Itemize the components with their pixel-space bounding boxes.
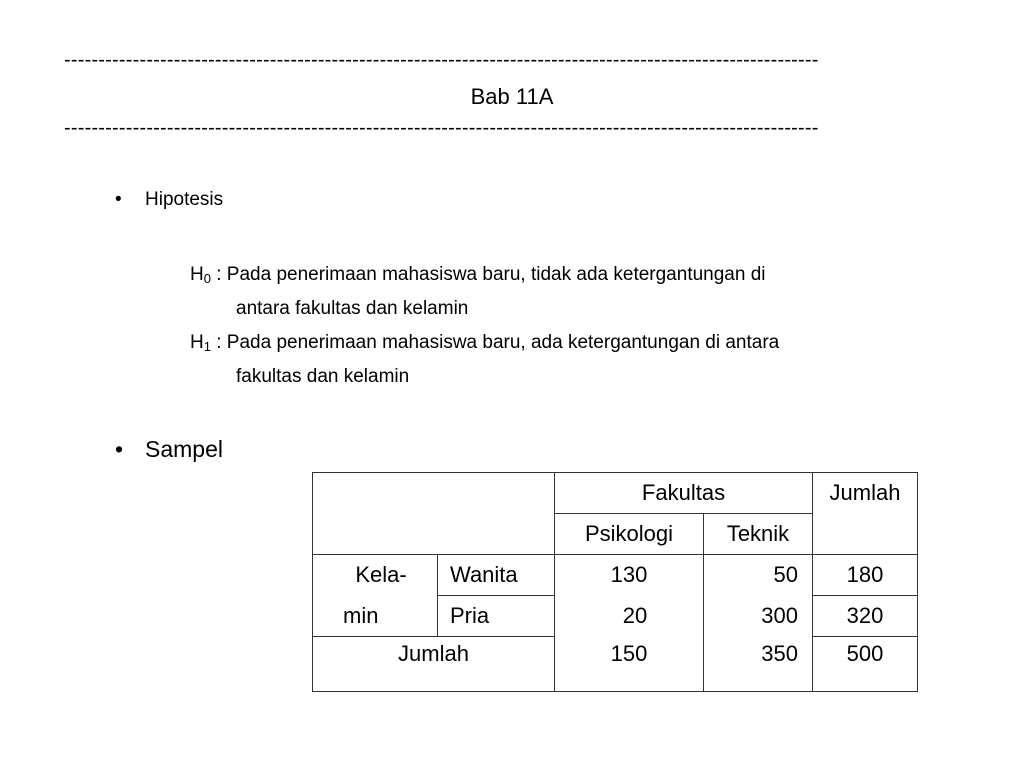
header-fakultas: Fakultas	[555, 473, 813, 514]
hypothesis-h0-line1: : Pada penerimaan mahasiswa baru, tidak ada ketergantungan di	[210, 264, 766, 285]
top-dash-divider: --------------------------------------------------------------------------------------------------------------	[64, 50, 819, 70]
hypothesis-h0-subscript: 0	[203, 271, 211, 286]
cell-pria-jumlah: 320	[813, 596, 918, 637]
hypothesis-h0	[190, 260, 920, 324]
cell-pria-teknik: 300	[704, 596, 813, 637]
hypothesis-h1-letter: H	[190, 332, 204, 353]
cell-wanita-teknik: 50	[704, 555, 813, 596]
bottom-dash-divider: --------------------------------------------------------------------------------------------------------------	[64, 118, 819, 138]
table-header-row-1	[313, 473, 918, 514]
hypothesis-h1-subscript: 1	[203, 339, 211, 354]
cell-total-teknik: 350	[704, 637, 813, 692]
header-psikologi: Psikologi	[555, 514, 704, 555]
cell-total-jumlah: 500	[813, 637, 918, 692]
header-teknik: Teknik	[704, 514, 813, 555]
hypothesis-h1-line1: : Pada penerimaan mahasiswa baru, ada ketergantungan di antara	[210, 332, 780, 353]
label-kelamin-top: Kela-	[313, 555, 438, 596]
bullet-hipotesis	[115, 188, 223, 212]
label-wanita: Wanita	[438, 555, 555, 596]
cell-wanita-psikologi: 130	[555, 555, 704, 596]
label-pria: Pria	[438, 596, 555, 637]
bullet-dot-icon: •	[115, 189, 122, 210]
hypothesis-h1	[190, 328, 920, 392]
table-total-row	[313, 637, 918, 692]
bullet-hipotesis-label: Hipotesis	[145, 189, 224, 210]
hypothesis-h0-line2: antara fakultas dan kelamin	[236, 298, 469, 319]
label-total-jumlah: Jumlah	[313, 637, 555, 692]
bullet-sampel	[115, 435, 223, 463]
cell-wanita-jumlah: 180	[813, 555, 918, 596]
slide-title: Bab 11A	[470, 84, 554, 109]
cell-total-psikologi: 150	[555, 637, 704, 692]
table-row	[313, 555, 918, 596]
bullet-dot-icon: •	[115, 436, 124, 462]
hypothesis-h1-line2: fakultas dan kelamin	[236, 366, 410, 387]
label-kelamin-bottom: min	[313, 596, 438, 637]
table-corner-cell	[313, 473, 555, 555]
bullet-sampel-label: Sampel	[145, 436, 223, 462]
table-row	[313, 596, 918, 637]
sample-table	[312, 472, 918, 692]
hypothesis-h0-letter: H	[190, 264, 204, 285]
header-jumlah-empty	[813, 514, 918, 555]
cell-pria-psikologi: 20	[555, 596, 704, 637]
header-jumlah: Jumlah	[813, 473, 918, 514]
